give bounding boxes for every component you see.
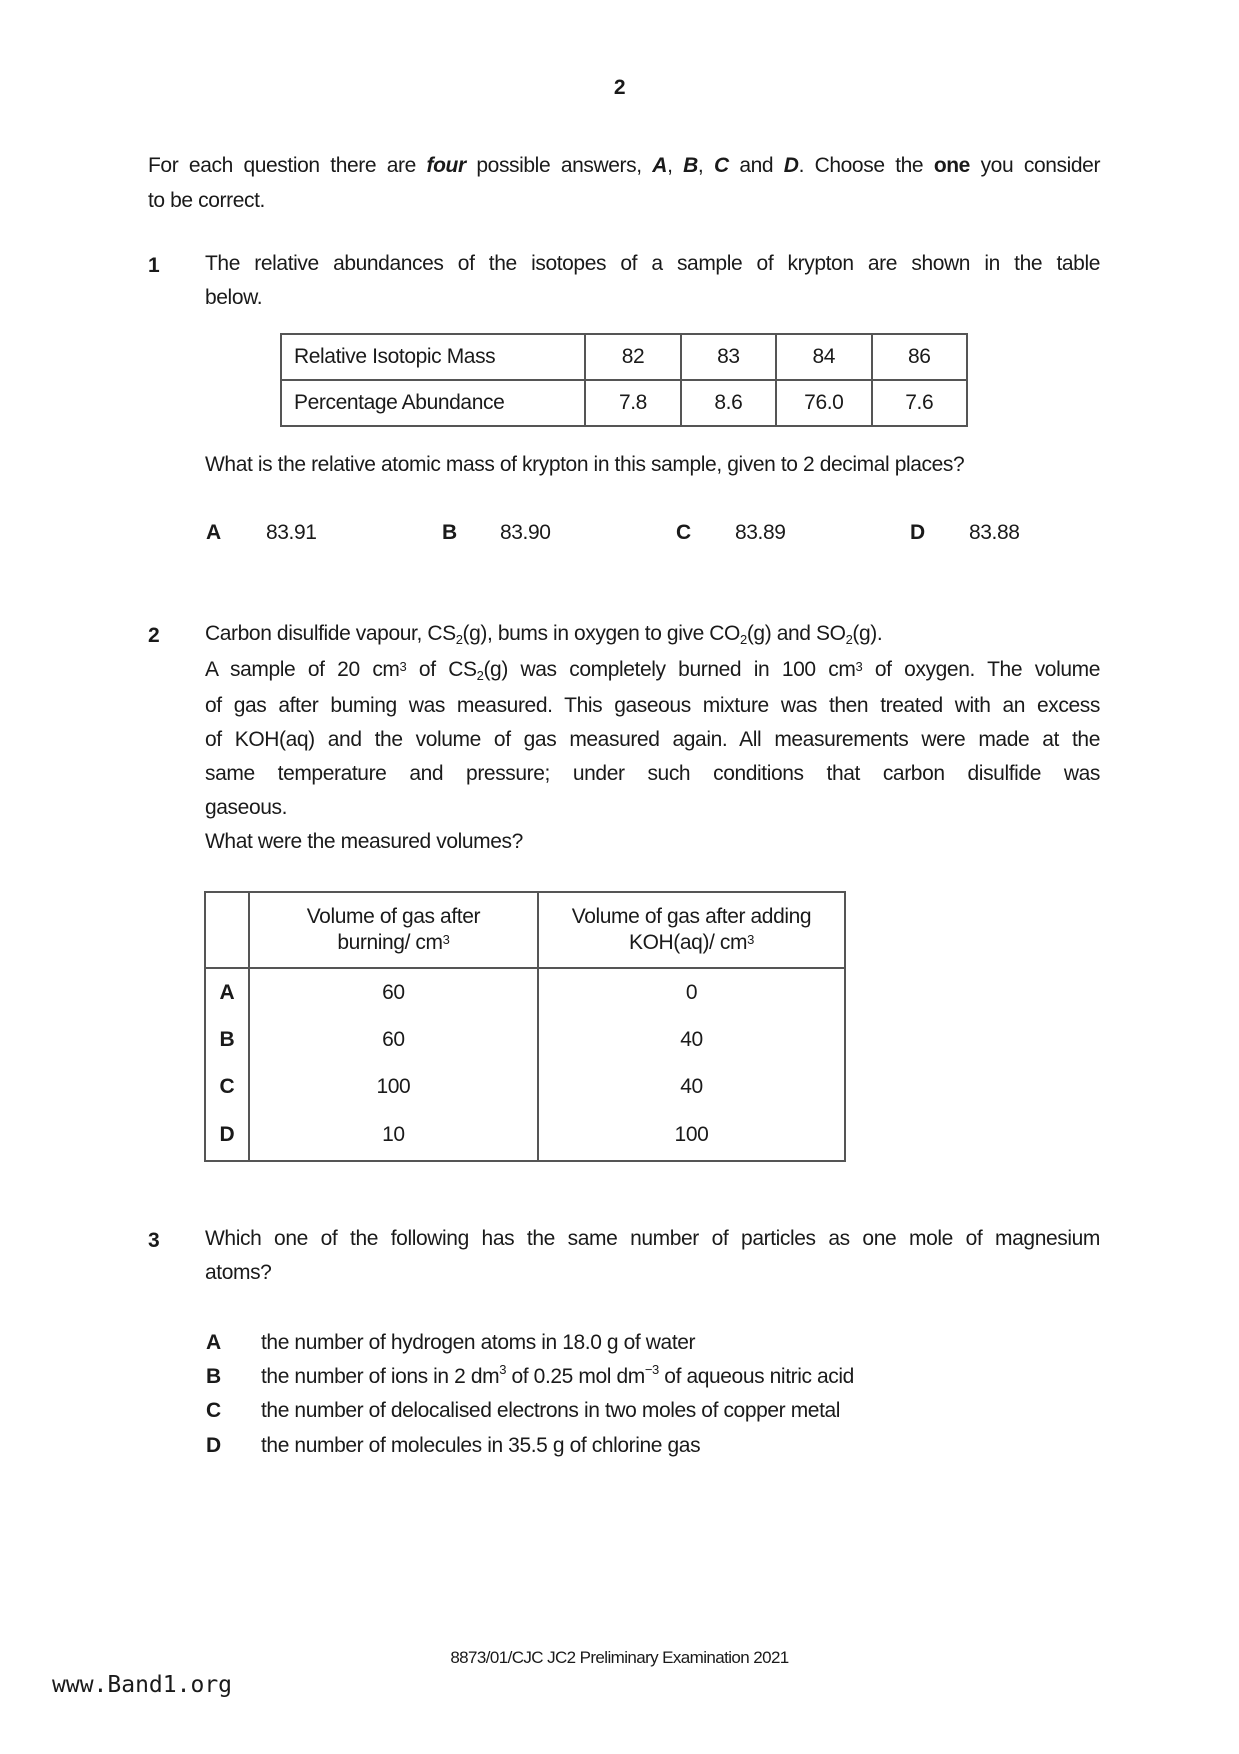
table-row: [281, 334, 967, 380]
option-b-text: 83.90: [500, 521, 551, 544]
question-3-number: 3: [148, 1229, 160, 1252]
option-d-text: 83.88: [969, 521, 1020, 544]
table-cell: 10: [249, 1110, 538, 1161]
table-row: [281, 380, 967, 426]
question-2-number: 2: [148, 624, 160, 647]
table-row: [205, 1016, 845, 1063]
emphasis-one: one: [933, 154, 970, 177]
emphasis-four: four: [426, 154, 466, 177]
question-2-line-1: Carbon disulfide vapour, $CS_2(g)$, bums in oxygen to give $CO_2(g)$ and $SO_2(g)$.: [205, 622, 883, 647]
table-cell: 60: [249, 968, 538, 1016]
table-cell: 100: [538, 1110, 845, 1161]
option-c-letter: C: [676, 521, 691, 544]
option-d-letter: D: [910, 521, 925, 544]
table-cell: 76.0: [776, 380, 872, 426]
option-d-letter: D: [206, 1434, 221, 1457]
table-cell: 84: [776, 334, 872, 380]
question-1-prompt: What is the relative atomic mass of krypton in this sample, given to 2 decimal places?: [205, 453, 965, 476]
table-cell: 100: [249, 1063, 538, 1110]
table-cell: 7.6: [872, 380, 967, 426]
option-b-letter: B: [206, 1365, 221, 1388]
row-header: Percentage Abundance: [281, 380, 585, 426]
question-2-stem: [205, 617, 1100, 859]
option-c-text: 83.89: [735, 521, 786, 544]
row-header: Relative Isotopic Mass: [281, 334, 585, 380]
table-cell: 40: [538, 1063, 845, 1110]
option-letter: D: [205, 1110, 249, 1161]
table-cell: 86: [872, 334, 967, 380]
table-cell: 83: [681, 334, 776, 380]
question-1-stem: The relative abundances of the isotopes of a sample of krypton are shown in the table below.: [205, 252, 1100, 309]
table-cell: 8.6: [681, 380, 776, 426]
instructions: [148, 148, 1100, 218]
table-cell: 40: [538, 1016, 845, 1063]
option-a-text: the number of hydrogen atoms in 18.0 g of water: [261, 1331, 696, 1354]
question-2-line-3: of gas after buming was measured. This gaseous mixture was then treated with an excess: [205, 694, 1100, 717]
question-3-stem: Which one of the following has the same number of particles as one mole of magnesium atoms?: [205, 1227, 1100, 1284]
question-2-line-5: same temperature and pressure; under such conditions that carbon disulfide was: [205, 762, 1100, 785]
option-a-letter: A: [206, 1331, 221, 1354]
instructions-line-1: For each question there are four possible answers, A, B, C and D. Choose the one you consider: [148, 154, 1101, 177]
website-watermark: www.Band1.org: [52, 1672, 233, 1698]
isotope-table: [280, 333, 968, 427]
option-c-letter: C: [206, 1399, 221, 1422]
option-b-letter: B: [442, 521, 457, 544]
question-2-line-2: A sample of 20 $cm^3$ of $CS_2(g)$ was completely burned in 100 $cm^3$ of oxygen. The volume: [205, 658, 1100, 683]
table-row: [205, 968, 845, 1016]
table-header-row: [205, 892, 845, 968]
corner-cell: [205, 892, 249, 968]
option-c-text: the number of delocalised electrons in two moles of copper metal: [261, 1399, 841, 1422]
exam-footer: 8873/01/CJC JC2 Preliminary Examination 2021: [450, 1648, 789, 1667]
instructions-line-2: to be correct.: [148, 189, 265, 212]
column-header-after-burning: Volume of gas after burning/ $cm^3$: [249, 892, 538, 968]
question-2-line-4: of KOH(aq) and the volume of gas measured again. All measurements were made at the: [205, 728, 1100, 751]
table-cell: 7.8: [585, 380, 680, 426]
option-a-text: 83.91: [266, 521, 317, 544]
table-cell: 82: [585, 334, 680, 380]
option-d-text: the number of molecules in 35.5 g of chlorine gas: [261, 1434, 701, 1457]
option-letter: A: [205, 968, 249, 1016]
gas-volume-table: [204, 891, 846, 1162]
question-1-number: 1: [148, 254, 160, 277]
page-number: 2: [613, 76, 626, 99]
option-b-text: the number of ions in 2 $dm^3$ of 0.25 mol $dm^{-3}$ of aqueous nitric acid: [261, 1362, 854, 1388]
table-row: [205, 1063, 845, 1110]
option-a-letter: A: [206, 521, 221, 544]
question-2-prompt: What were the measured volumes?: [205, 830, 523, 853]
question-2-line-6: gaseous.: [205, 796, 288, 819]
table-cell: 0: [538, 968, 845, 1016]
table-cell: 60: [249, 1016, 538, 1063]
option-letter: B: [205, 1016, 249, 1063]
option-letter: C: [205, 1063, 249, 1110]
table-row: [205, 1110, 845, 1161]
column-header-after-koh: Volume of gas after adding KOH(aq)/ $cm^3$: [538, 892, 845, 968]
